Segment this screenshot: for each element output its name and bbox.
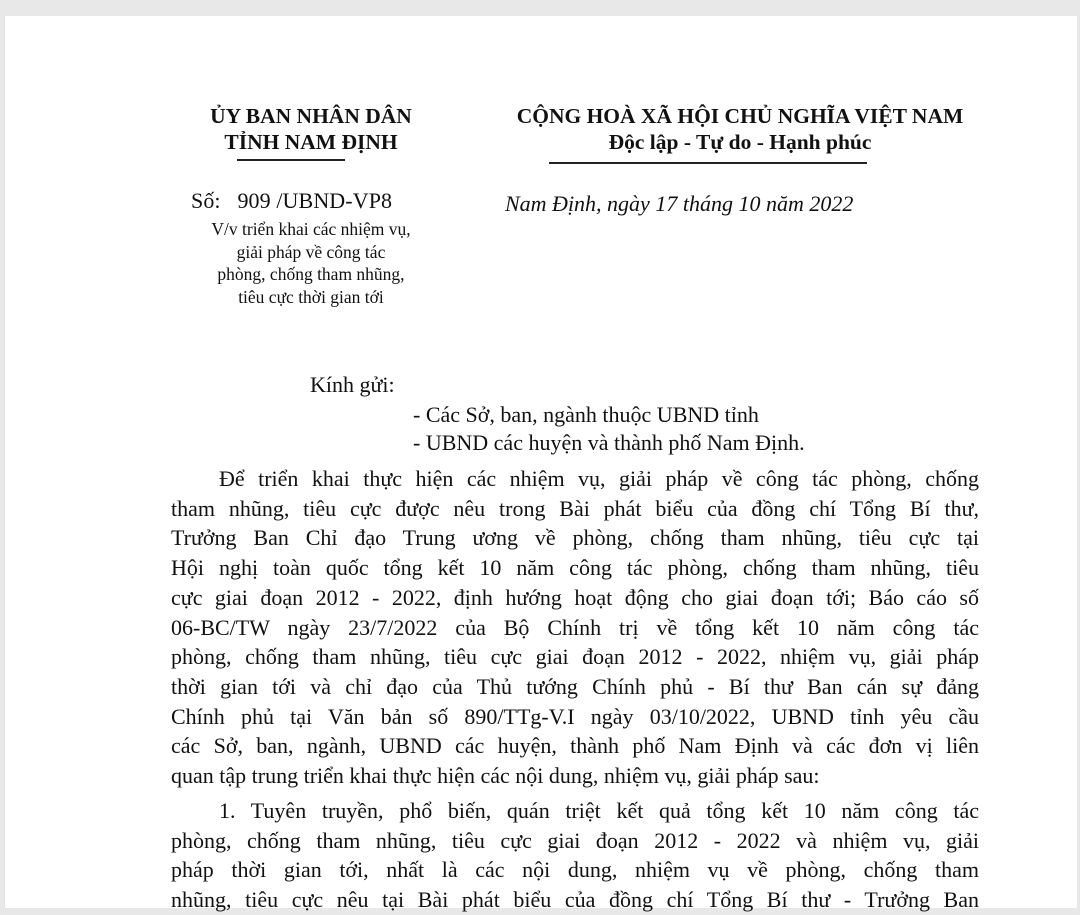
subject-line: giải pháp về công tác bbox=[236, 241, 386, 262]
body-paragraph-2 bbox=[171, 796, 979, 915]
paragraph-line: Trưởng Ban Chỉ đạo Trung ương về phòng, chống tham nhũng, tiêu cực tại bbox=[171, 525, 979, 551]
national-title: CỘNG HOÀ XÃ HỘI CHỦ NGHĨA VIỆT NAM bbox=[516, 104, 964, 128]
document-number: Số: 909 /UBND-VP8 bbox=[191, 188, 393, 213]
subject-line: tiêu cực thời gian tới bbox=[238, 286, 384, 307]
issuing-authority-line1: ỦY BAN NHÂN DÂN bbox=[210, 104, 412, 128]
left-header-underline bbox=[237, 159, 345, 161]
paragraph-line: cực giai đoạn 2012 - 2022, định hướng hoạt động cho giai đoạn tới; Báo cáo số bbox=[171, 584, 979, 610]
paragraph-line: phòng, chống tham nhũng, tiêu cực giai đoạn 2012 - 2022, nhiệm vụ, giải pháp bbox=[171, 644, 979, 670]
recipient-item: - UBND các huyện và thành phố Nam Định. bbox=[413, 430, 805, 455]
paragraph-line: phòng, chống tham nhũng, tiêu cực giai đoạn 2012 - 2022 và nhiệm vụ, giải bbox=[171, 827, 979, 853]
paragraph-line: quan tập trung triển khai thực hiện các nội dung, nhiệm vụ, giải pháp sau: bbox=[171, 763, 820, 789]
recipient-item: - Các Sở, ban, ngành thuộc UBND tỉnh bbox=[413, 402, 759, 427]
salutation-label: Kính gửi: bbox=[310, 372, 395, 397]
issuing-authority-line2: TỈNH NAM ĐỊNH bbox=[224, 130, 398, 154]
document-page bbox=[4, 16, 1077, 913]
paragraph-line: Để triển khai thực hiện các nhiệm vụ, giải pháp về công tác phòng, chống bbox=[219, 466, 979, 491]
paragraph-line: tham nhũng, tiêu cực được nêu trong Bài phát biểu của đồng chí Tổng Bí thư, bbox=[171, 495, 979, 521]
paragraph-line: thời gian tới và chỉ đạo của Thủ tướng Chính phủ - Bí thư Ban cán sự đảng bbox=[171, 673, 979, 699]
paragraph-line: các Sở, ban, ngành, UBND các huyện, thành phố Nam Định và các đơn vị liên bbox=[171, 733, 979, 759]
paragraph-line: nhũng, tiêu cực nêu tại Bài phát biểu của đồng chí Tổng Bí thư - Trưởng Ban bbox=[171, 887, 979, 913]
subject-line: phòng, chống tham nhũng, bbox=[217, 264, 405, 284]
national-motto: Độc lập - Tự do - Hạnh phúc bbox=[608, 130, 872, 154]
document-subject bbox=[155, 218, 467, 308]
body-paragraph-1 bbox=[171, 464, 979, 791]
paragraph-line: Hội nghị toàn quốc tổng kết 10 năm công tác phòng, chống tham nhũng, tiêu bbox=[171, 555, 979, 581]
paragraph-line: Chính phủ tại Văn bản số 890/TTg-V.I ngày 03/10/2022, UBND tỉnh yêu cầu bbox=[171, 703, 979, 729]
paragraph-line: 06-BC/TW ngày 23/7/2022 của Bộ Chính trị về tổng kết 10 năm công tác bbox=[171, 614, 979, 640]
subject-line: V/v triển khai các nhiệm vụ, bbox=[211, 219, 411, 239]
right-header-underline bbox=[549, 162, 867, 164]
issue-date: Nam Định, ngày 17 tháng 10 năm 2022 bbox=[505, 191, 854, 216]
paragraph-line: 1. Tuyên truyền, phổ biến, quán triệt kết quả tổng kết 10 năm công tác bbox=[219, 798, 979, 823]
paragraph-line: pháp thời gian tới, nhất là các nội dung, nhiệm vụ về phòng, chống tham bbox=[171, 857, 979, 883]
